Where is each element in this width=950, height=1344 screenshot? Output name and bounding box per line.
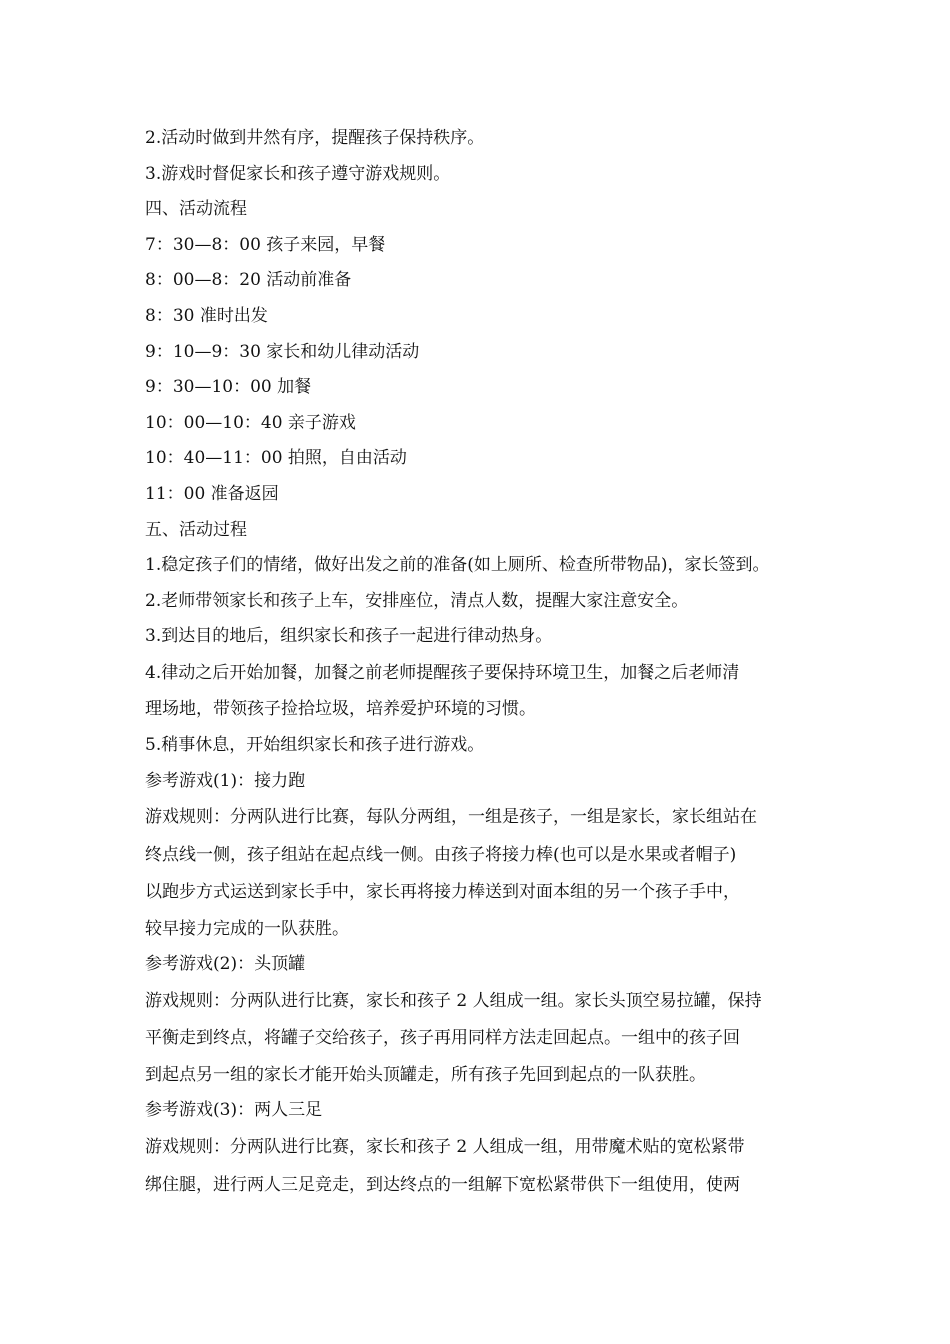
section-heading: 五、活动过程 xyxy=(145,519,247,540)
schedule-item: 9：30—10：00 加餐 xyxy=(145,377,312,398)
section-heading: 四、活动流程 xyxy=(145,199,247,220)
schedule-item: 11：00 准备返园 xyxy=(145,483,279,504)
text-line: 终点线一侧，孩子组站在起点线一侧。由孩子将接力棒(也可以是水果或者帽子) xyxy=(145,844,737,865)
text-line: 游戏规则：分两队进行比赛，家长和孩子 2 人组成一组，用带魔术贴的宽松紧带 xyxy=(145,1137,745,1158)
text-line: 游戏规则：分两队进行比赛，家长和孩子 2 人组成一组。家长头顶空易拉罐，保持 xyxy=(145,990,762,1011)
text-line: 2.老师带领家长和孩子上车，安排座位，清点人数，提醒大家注意安全。 xyxy=(145,590,689,611)
text-line: 游戏规则：分两队进行比赛，每队分两组，一组是孩子，一组是家长，家长组站在 xyxy=(145,807,757,828)
document-page xyxy=(145,121,825,1204)
schedule-item: 8：00—8：20 活动前准备 xyxy=(145,270,352,291)
game-heading: 参考游戏(2)：头顶罐 xyxy=(145,954,306,975)
schedule-item: 10：00—10：40 亲子游戏 xyxy=(145,412,356,433)
text-line: 1.稳定孩子们的情绪，做好出发之前的准备(如上厕所、检查所带物品)，家长签到。 xyxy=(145,555,770,576)
schedule-item: 10：40—11：00 拍照，自由活动 xyxy=(145,448,407,469)
text-line: 绑住腿，进行两人三足竞走，到达终点的一组解下宽松紧带供下一组使用，使两 xyxy=(145,1174,740,1195)
text-line: 4.律动之后开始加餐，加餐之前老师提醒孩子要保持环境卫生，加餐之后老师清 xyxy=(145,662,740,683)
text-line: 理场地，带领孩子捡拾垃圾，培养爱护环境的习惯。 xyxy=(145,699,536,720)
text-line: 5.稍事休息，开始组织家长和孩子进行游戏。 xyxy=(145,735,485,755)
schedule-item: 8：30 准时出发 xyxy=(145,305,268,326)
text-line: 平衡走到终点，将罐子交给孩子，孩子再用同样方法走回起点。一组中的孩子回 xyxy=(145,1028,740,1049)
schedule-item: 9：10—9：30 家长和幼儿律动活动 xyxy=(145,341,420,362)
text-line: 到起点另一组的家长才能开始头顶罐走，所有孩子先回到起点的一队获胜。 xyxy=(145,1064,706,1085)
text-line: 较早接力完成的一队获胜。 xyxy=(145,918,349,939)
game-heading: 参考游戏(1)：接力跑 xyxy=(145,770,306,791)
text-line: 以跑步方式运送到家长手中，家长再将接力棒送到对面本组的另一个孩子手中， xyxy=(145,882,740,903)
game-heading: 参考游戏(3)：两人三足 xyxy=(145,1100,323,1121)
text-line: 2.活动时做到井然有序，提醒孩子保持秩序。 xyxy=(145,128,485,148)
text-line: 3.到达目的地后，组织家长和孩子一起进行律动热身。 xyxy=(145,626,553,647)
schedule-item: 7：30—8：00 孩子来园，早餐 xyxy=(145,234,386,255)
text-line: 3.游戏时督促家长和孩子遵守游戏规则。 xyxy=(145,163,451,184)
